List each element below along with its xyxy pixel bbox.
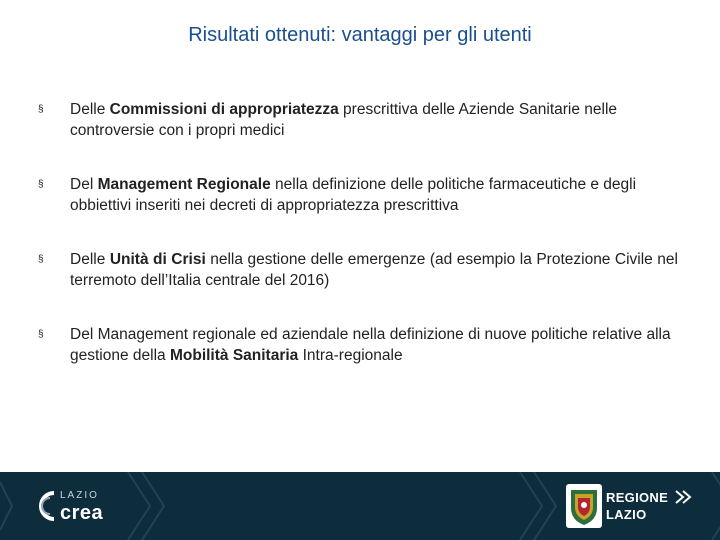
laziocrea-lazio-text: LAZIO bbox=[60, 490, 99, 501]
text-run: nella definizione delle politiche farmaceutiche e degli obbiettivi inseriti nei decreti di appropriatezza prescrittiva bbox=[70, 176, 637, 214]
slide-title: Risultati ottenuti: vantaggi per gli utenti bbox=[188, 24, 532, 46]
text-run: Del bbox=[70, 176, 98, 193]
text-run: prescrittiva delle Aziende Sanitarie nelle controversie con i propri medici bbox=[70, 101, 618, 139]
bullet-list bbox=[38, 99, 678, 399]
regione-text: REGIONE bbox=[606, 490, 669, 505]
bullet-marker: § bbox=[38, 254, 44, 265]
bullet-marker: § bbox=[38, 104, 44, 115]
regione-crest-icon bbox=[566, 484, 602, 528]
text-run: nella gestione delle emergenze (ad esempio la Protezione Civile nel terremoto dell’Italia centrale del 2016) bbox=[70, 251, 678, 289]
bullet-marker: § bbox=[38, 329, 44, 340]
text-run: Delle bbox=[70, 101, 110, 118]
bullet-text bbox=[70, 99, 678, 141]
chevron-right-icon bbox=[674, 490, 692, 504]
text-run: Delle bbox=[70, 251, 110, 268]
bullet-text bbox=[70, 324, 678, 366]
bullet-item-mobilita-sanitaria bbox=[38, 324, 678, 366]
laziocrea-crea-text: crea bbox=[60, 502, 104, 524]
bullet-text bbox=[70, 249, 678, 291]
text-run: Del Management regionale ed aziendale nella definizione di nuove politiche relative alla gestione della bbox=[70, 326, 671, 364]
laziocrea-logo bbox=[30, 486, 110, 528]
bullet-marker: § bbox=[38, 179, 44, 190]
bold-run: Commissioni di appropriatezza bbox=[109, 101, 339, 118]
footer-bar bbox=[0, 472, 720, 540]
text-run: Intra-regionale bbox=[298, 347, 403, 364]
bold-run: Management Regionale bbox=[97, 176, 271, 193]
regione-lazio-logo bbox=[566, 484, 696, 530]
bullet-text bbox=[70, 174, 678, 216]
bold-run: Unità di Crisi bbox=[109, 251, 206, 268]
laziocrea-mark-icon bbox=[30, 488, 58, 524]
bullet-item-commissioni bbox=[38, 99, 678, 141]
bullet-item-unita-di-crisi bbox=[38, 249, 678, 291]
bold-run: Mobilità Sanitaria bbox=[169, 347, 299, 364]
lazio-text: LAZIO bbox=[606, 507, 647, 522]
bullet-item-management-regionale bbox=[38, 174, 678, 216]
